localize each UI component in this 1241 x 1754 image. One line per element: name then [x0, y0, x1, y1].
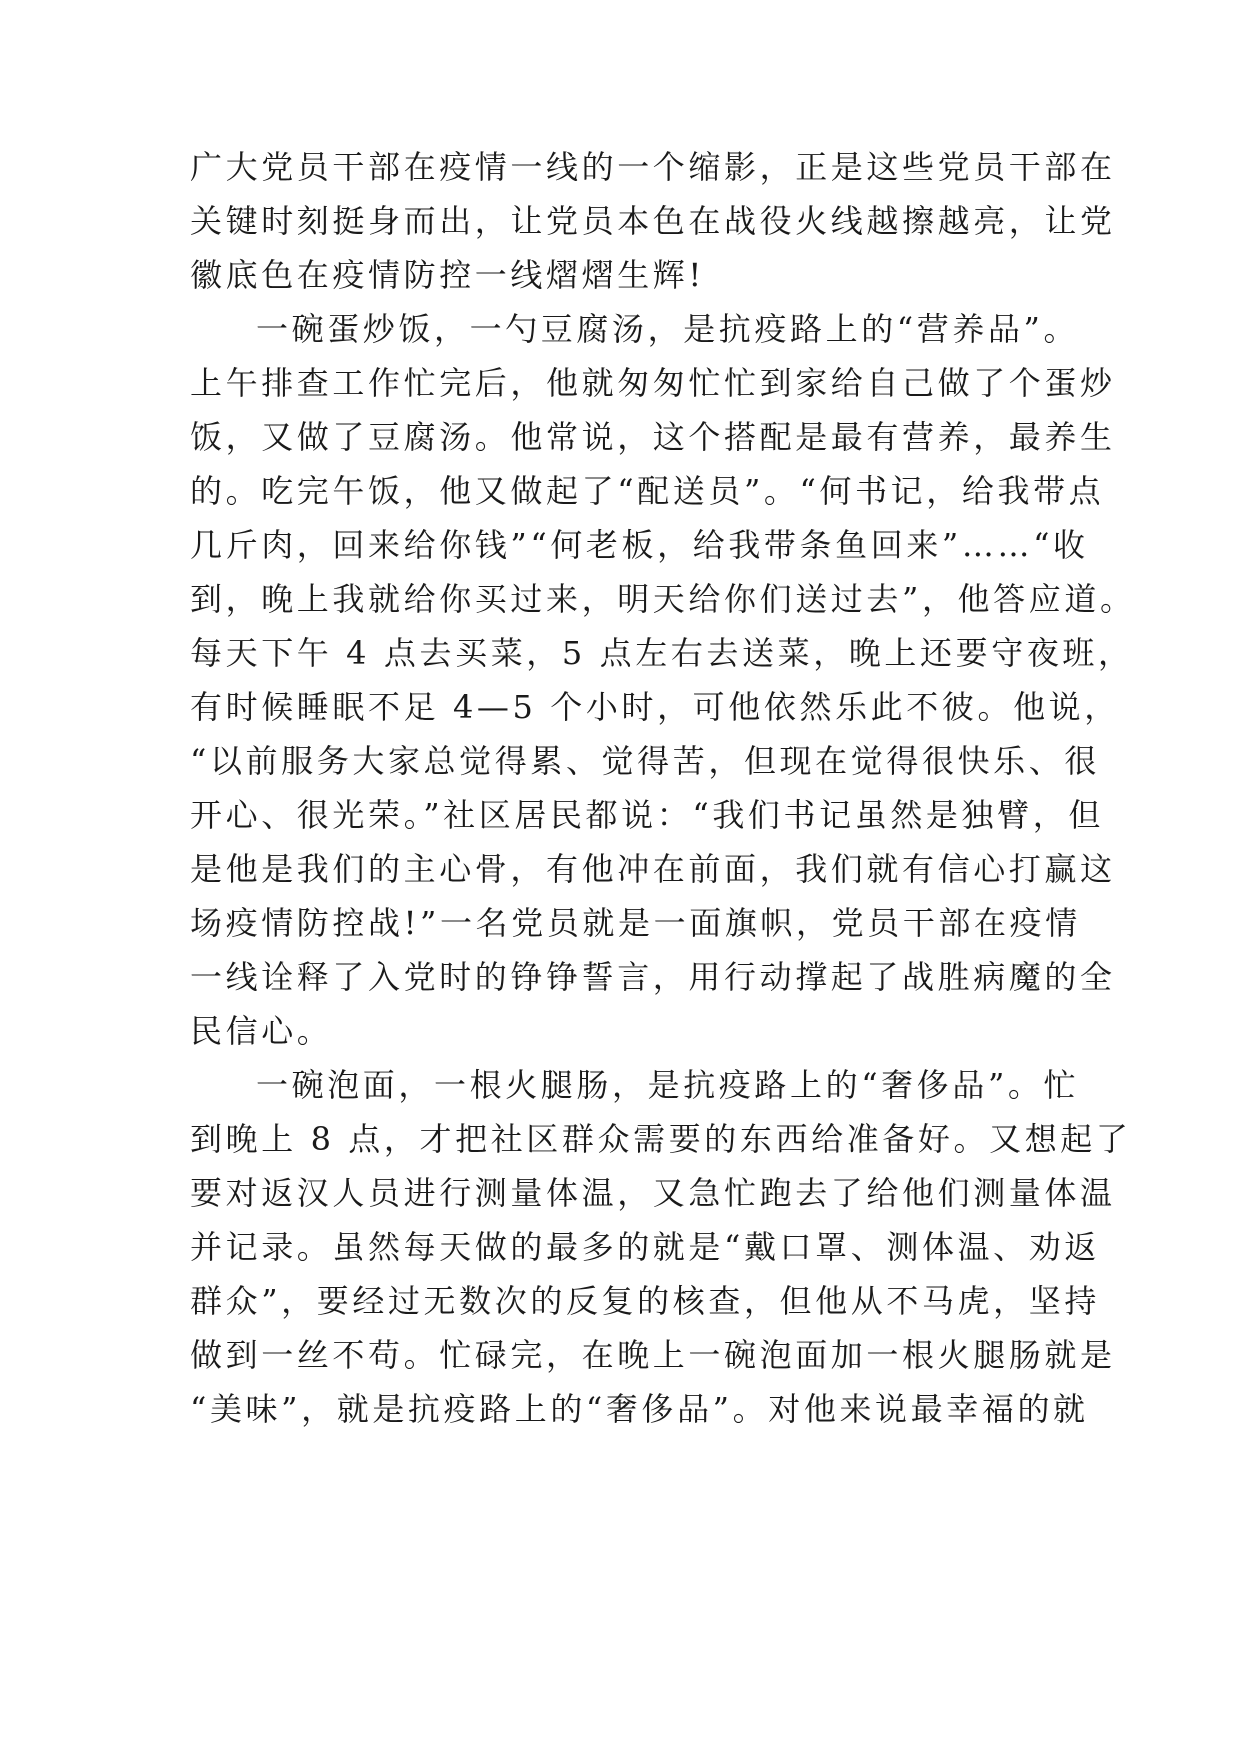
text-line: 的。吃完午饭，他又做起了“配送员”。“何书记，给我带点 [190, 472, 1105, 510]
text-line: 到晚上 8 点，才把社区群众需要的东西给准备好。又想起了 [190, 1120, 1132, 1158]
text-line: 是他是我们的主心骨，有他冲在前面，我们就有信心打赢这 [190, 850, 1116, 888]
text-line: 上午排查工作忙完后，他就匆匆忙忙到家给自己做了个蛋炒 [190, 364, 1116, 402]
text-line: 要对返汉人员进行测量体温，又急忙跑去了给他们测量体温 [190, 1174, 1116, 1212]
text-line: 做到一丝不苟。忙碌完，在晚上一碗泡面加一根火腿肠就是 [190, 1336, 1116, 1374]
paragraph-first-line: 一碗泡面，一根火腿肠，是抗疫路上的“奢侈品”。忙 [256, 1066, 1080, 1104]
text-line: 开心、很光荣。”社区居民都说：“我们书记虽然是独臂，但 [190, 796, 1104, 834]
text-line: “美味”，就是抗疫路上的“奢侈品”。对他来说最幸福的就 [190, 1390, 1089, 1428]
paragraph-first-line: 一碗蛋炒饭，一勺豆腐汤，是抗疫路上的“营养品”。 [256, 310, 1080, 348]
text-line: 广大党员干部在疫情一线的一个缩影，正是这些党员干部在 [190, 148, 1116, 186]
text-line: 到，晚上我就给你买过来，明天给你们送过去”，他答应道。 [190, 580, 1136, 618]
text-line: “以前服务大家总觉得累、觉得苦，但现在觉得很快乐、很 [190, 742, 1100, 780]
text-line: 每天下午 4 点去买菜，5 点左右去送菜，晚上还要守夜班， [190, 634, 1134, 672]
text-line: 关键时刻挺身而出，让党员本色在战役火线越擦越亮，让党 [190, 202, 1116, 240]
text-line: 群众”，要经过无数次的反复的核查，但他从不马虎，坚持 [190, 1282, 1100, 1320]
text-line: 一线诠释了入党时的铮铮誓言，用行动撑起了战胜病魔的全 [190, 958, 1116, 996]
text-line: 徽底色在疫情防控一线熠熠生辉! [190, 256, 705, 294]
text-line: 场疫情防控战!”一名党员就是一面旗帜，党员干部在疫情 [190, 904, 1081, 942]
text-line: 几斤肉，回来给你钱”“何老板，给我带条鱼回来”……“收 [190, 526, 1089, 564]
text-line: 有时候睡眠不足 4—5 个小时，可他依然乐此不彼。他说， [190, 688, 1120, 726]
text-line: 并记录。虽然每天做的最多的就是“戴口罩、测体温、劝返 [190, 1228, 1100, 1266]
text-line: 饭，又做了豆腐汤。他常说，这个搭配是最有营养，最养生 [190, 418, 1116, 456]
text-line: 民信心。 [190, 1012, 333, 1050]
